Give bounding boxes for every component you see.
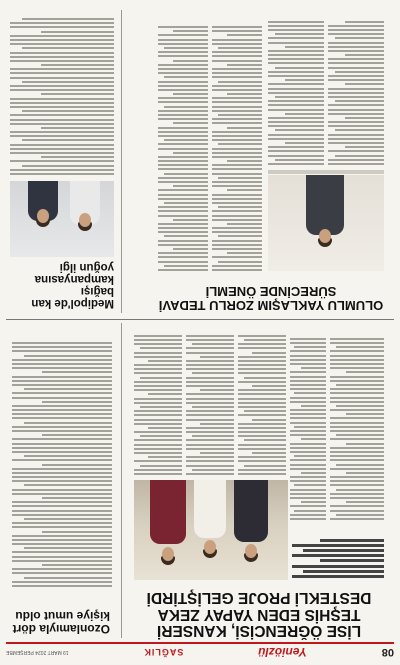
article-headline: OLUMLU YAKLAŞIM ZORLU TEDAVİ SÜRECİNDE ÖNEMLİ: [158, 284, 384, 313]
article-body-column: [268, 11, 324, 165]
page-number: 08: [381, 646, 394, 658]
column-divider: [121, 10, 122, 313]
article-body-column: [186, 330, 234, 475]
article-headline: Medipol'de kan bağışı kampanyasına yoğun ilgi: [31, 260, 114, 309]
article-headline: Ozonlamıyla dört kişiye umut oldu: [12, 609, 110, 636]
issue-date: 19 MART 2024 PERŞEMBE: [6, 649, 69, 655]
article-body-column: [328, 11, 384, 165]
article-body-column: [238, 330, 286, 475]
article-body-column: [212, 11, 262, 271]
header-rule: [6, 642, 394, 644]
article-body-column: [134, 330, 182, 475]
article-photo: [268, 175, 384, 271]
article-body-column: [290, 330, 326, 520]
article-body-column: [158, 11, 208, 271]
article-photo: [10, 181, 114, 257]
article-headline: LİSE ÖĞRENCİSİ, KANSERİ TEŞHİS EDEN YAPAY ZEKA DESTEKLİ PROJE GELİŞTİRDİ: [146, 589, 372, 639]
photo-caption: [268, 170, 384, 174]
article-body-column: [10, 10, 114, 175]
section-name: SAĞLIK: [143, 647, 184, 657]
section-divider: [6, 319, 394, 320]
page-header: [6, 645, 394, 659]
article-photo: [134, 480, 288, 580]
article-body-column: [330, 330, 384, 520]
brand-logo: Yeniözlü: [258, 645, 308, 659]
column-divider: [121, 323, 122, 638]
article-intro: [292, 526, 384, 578]
article-body-column: [12, 327, 112, 587]
